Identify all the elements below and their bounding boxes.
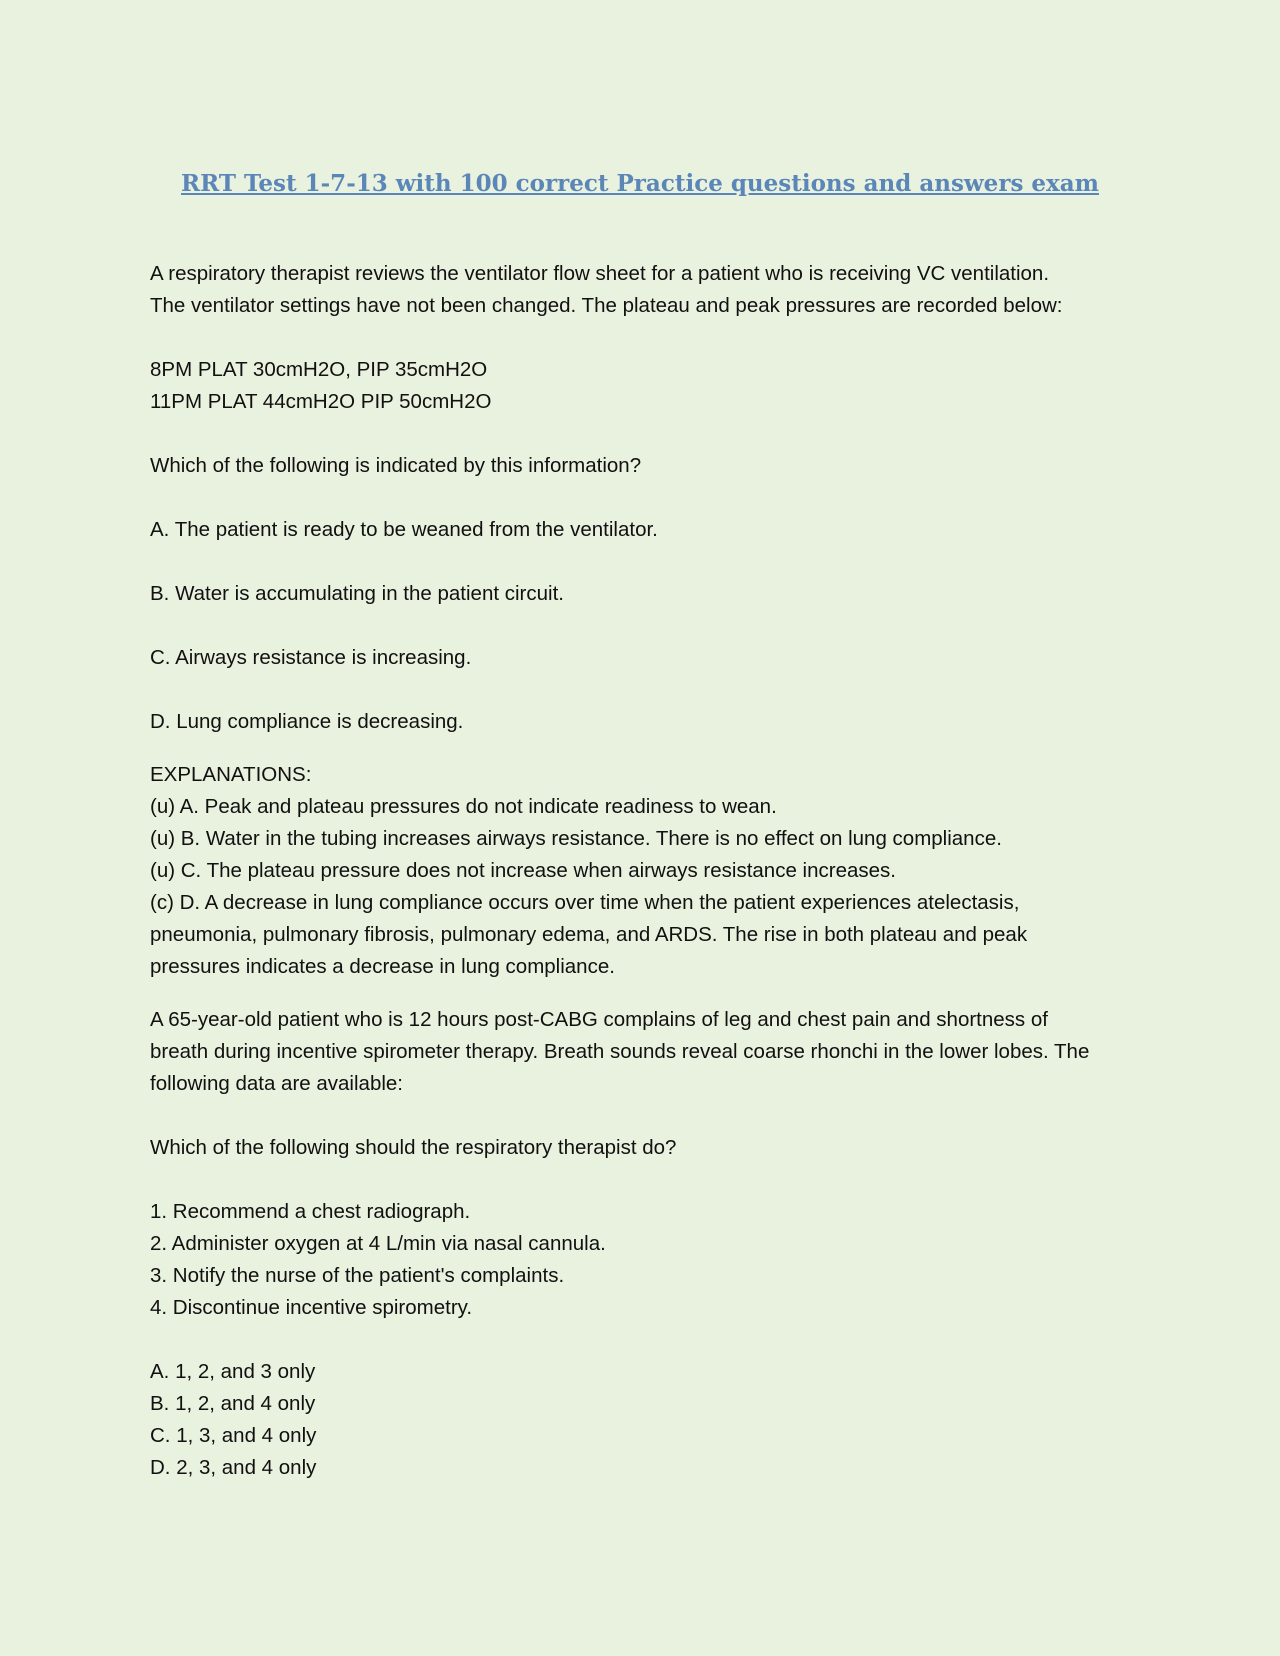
q1-option-a: A. The patient is ready to be weaned from the ventilator. xyxy=(150,518,658,541)
explanations-heading: EXPLANATIONS: xyxy=(150,763,312,786)
q1-option-c: C. Airways resistance is increasing. xyxy=(150,646,472,669)
q1-reading: 8PM PLAT 30cmH2O, PIP 35cmH2O xyxy=(150,358,488,381)
q2-item: 3. Notify the nurse of the patient's complaints. xyxy=(150,1264,565,1287)
q2-option-c: C. 1, 3, and 4 only xyxy=(150,1424,317,1447)
q1-intro-line: A respiratory therapist reviews the ventilator flow sheet for a patient who is receiving VC ventilation. xyxy=(150,262,1050,285)
q1-intro-line: The ventilator settings have not been changed. The plateau and peak pressures are recorded below: xyxy=(150,294,1063,317)
document-title[interactable]: RRT Test 1-7-13 with 100 correct Practice questions and answers exam xyxy=(181,170,1099,197)
q2-intro-line: breath during incentive spirometer therapy. Breath sounds reveal coarse rhonchi in the lower lobes. The xyxy=(150,1040,1090,1063)
q2-option-b: B. 1, 2, and 4 only xyxy=(150,1392,316,1415)
explanation-line: (u) C. The plateau pressure does not increase when airways resistance increases. xyxy=(150,859,896,882)
q1-question: Which of the following is indicated by this information? xyxy=(150,454,642,477)
explanation-line: pressures indicates a decrease in lung compliance. xyxy=(150,955,615,978)
q2-intro-line: A 65-year-old patient who is 12 hours post-CABG complains of leg and chest pain and shortness of xyxy=(150,1008,1048,1031)
document-body xyxy=(150,258,1140,1484)
q2-option-a: A. 1, 2, and 3 only xyxy=(150,1360,316,1383)
q2-item: 4. Discontinue incentive spirometry. xyxy=(150,1296,473,1319)
q1-option-b: B. Water is accumulating in the patient circuit. xyxy=(150,582,564,605)
q2-option-d: D. 2, 3, and 4 only xyxy=(150,1456,317,1479)
q1-reading: 11PM PLAT 44cmH2O PIP 50cmH2O xyxy=(150,390,492,413)
q2-item: 2. Administer oxygen at 4 L/min via nasal cannula. xyxy=(150,1232,606,1255)
q2-question: Which of the following should the respiratory therapist do? xyxy=(150,1136,677,1159)
q2-item: 1. Recommend a chest radiograph. xyxy=(150,1200,471,1223)
explanation-line: (u) A. Peak and plateau pressures do not indicate readiness to wean. xyxy=(150,795,777,818)
q1-option-d: D. Lung compliance is decreasing. xyxy=(150,710,464,733)
q2-intro-line: following data are available: xyxy=(150,1072,403,1095)
explanation-line: pneumonia, pulmonary fibrosis, pulmonary edema, and ARDS. The rise in both plateau and peak xyxy=(150,923,1028,946)
explanation-line: (u) B. Water in the tubing increases airways resistance. There is no effect on lung compliance. xyxy=(150,827,1002,850)
explanation-line: (c) D. A decrease in lung compliance occurs over time when the patient experiences atelectasis, xyxy=(150,891,1020,914)
